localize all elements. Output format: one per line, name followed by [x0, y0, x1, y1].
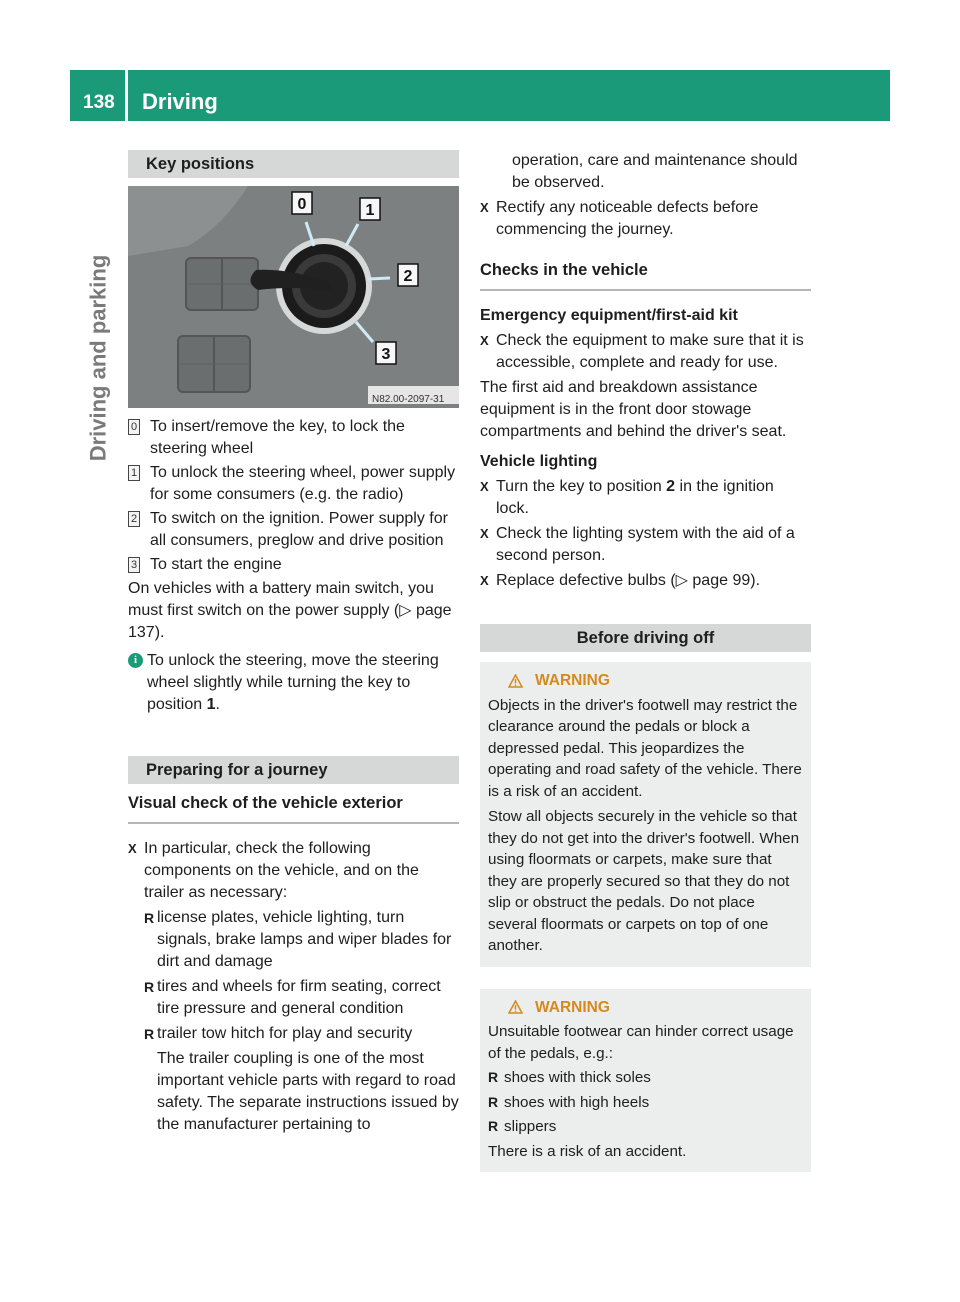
- left-column: [128, 150, 459, 1136]
- footwear-item: [488, 1067, 803, 1089]
- check-item: [128, 1023, 459, 1045]
- warning-title: [488, 997, 803, 1019]
- step-arrow-icon: X: [480, 200, 489, 215]
- info-text-bold: 1: [206, 696, 216, 713]
- position-item: [128, 554, 459, 576]
- lighting-step-text: Replace defective bulbs (▷ page 99).: [496, 572, 761, 589]
- lighting-heading: Vehicle lighting: [480, 453, 598, 470]
- position-text: To start the engine: [150, 556, 282, 573]
- position-item: [128, 462, 459, 506]
- position-text: To unlock the steering wheel, power supply for some consumers (e.g. the radio): [150, 464, 456, 503]
- bullet-icon: R: [488, 1118, 499, 1134]
- firstaid-paragraph: The first aid and breakdown assistance equipment is in the front door stowage compartments and behind the driver's seat.: [480, 379, 787, 440]
- warning-title: [488, 670, 803, 692]
- position-badge: 2: [128, 511, 140, 527]
- rectify-step: [480, 197, 811, 241]
- footwear-item-text: shoes with thick soles: [504, 1069, 651, 1086]
- visual-check-heading: Visual check of the vehicle exterior: [128, 792, 459, 824]
- position-text: To insert/remove the key, to lock the steering wheel: [150, 418, 405, 457]
- lighting-step1-a: Turn the key to position: [496, 478, 667, 495]
- warning-text: Unsuitable footwear can hinder correct usage of the pedals, e.g.:: [488, 1023, 794, 1062]
- page-number: 138: [83, 92, 115, 113]
- warning-text: There is a risk of an accident.: [488, 1142, 687, 1160]
- trailer-note: The trailer coupling is one of the most important vehicle parts with regard to road safety. The separate instructions issued by the manufacturer pertaining to: [157, 1050, 459, 1133]
- ignition-lock-image: [128, 186, 459, 408]
- warning-title-text: WARNING: [535, 998, 610, 1016]
- bullet-icon: R: [488, 1093, 499, 1110]
- step-arrow-icon: X: [480, 526, 489, 541]
- warning-title-text: WARNING: [535, 672, 610, 689]
- check-intro: In particular, check the following components on the vehicle, and on the trailer as necessary:: [144, 840, 419, 901]
- footwear-item-text: shoes with high heels: [504, 1093, 650, 1111]
- check-item: [128, 907, 459, 973]
- info-text-b: .: [215, 696, 220, 713]
- warning-triangle-icon: [508, 674, 523, 688]
- emergency-heading: Emergency equipment/first-aid kit: [480, 307, 738, 324]
- footwear-item: [488, 1092, 803, 1114]
- checks-heading: Checks in the vehicle: [480, 259, 811, 291]
- key-label-3: 3: [381, 346, 391, 363]
- position-badge: 0: [128, 419, 140, 435]
- battery-switch-paragraph: On vehicles with a battery main switch, you must first switch on the power supply (▷ page 137).: [128, 580, 452, 641]
- footwear-item: [488, 1116, 803, 1138]
- ignition-lock-illustration: [128, 186, 459, 408]
- step-arrow-icon: X: [128, 841, 137, 856]
- emergency-step-text: Check the equipment to make sure that it is accessible, complete and ready for use.: [496, 332, 804, 371]
- lighting-step-text: [496, 476, 811, 520]
- warning-text: Stow all objects securely in the vehicle so that they do not get into the driver's footwell. When using floormats or carpets, make sure that they are properly secured so that they do not slip or obstruct the pedals. Do not place several floormats or carpets on top of one another.: [488, 808, 800, 954]
- warning-box-footwear: [480, 989, 811, 1173]
- footwear-item-text: slippers: [504, 1118, 557, 1135]
- side-section-label-text: Driving and parking: [85, 254, 110, 462]
- position-badge: 3: [128, 557, 140, 573]
- right-column: [480, 150, 811, 1172]
- preparing-heading: Preparing for a journey: [128, 756, 459, 784]
- step-arrow-icon: X: [480, 573, 489, 588]
- position-item: [128, 508, 459, 552]
- check-item: [128, 976, 459, 1020]
- check-item-text: license plates, vehicle lighting, turn signals, brake lamps and wiper blades for dirt and damage: [157, 909, 452, 970]
- position-item: [128, 416, 459, 460]
- info-note: [128, 650, 459, 716]
- lighting-step1-bold: 2: [666, 478, 676, 495]
- lighting-step: [480, 570, 811, 592]
- info-icon: i: [128, 653, 143, 668]
- image-caption: N82.00-2097-31: [372, 394, 445, 405]
- step-arrow-icon: X: [480, 479, 489, 494]
- key-positions-heading: Key positions: [128, 150, 459, 178]
- key-label-1: 1: [365, 202, 375, 219]
- header-title: Driving: [142, 89, 218, 114]
- step-arrow-icon: X: [480, 333, 489, 348]
- lighting-step: [480, 523, 811, 567]
- bullet-icon: R: [488, 1069, 499, 1085]
- header-divider: [125, 70, 128, 121]
- emergency-step: [480, 330, 811, 374]
- check-step: [128, 838, 459, 904]
- lighting-step1-b: in the ignition lock.: [496, 478, 774, 517]
- side-section-label: [84, 254, 112, 462]
- position-badge: 1: [128, 465, 140, 481]
- warning-box-footwell: [480, 662, 811, 967]
- warning-text: Objects in the driver's footwell may restrict the clearance around the pedals or block a depressed pedal. This jeopardizes the operating and road safety of the vehicle. There is a risk of an accident.: [488, 696, 802, 800]
- info-text-a: To unlock the steering, move the steering wheel slightly while turning the key to position: [147, 652, 439, 713]
- warning-triangle-icon: [508, 1000, 523, 1014]
- trailer-note-continued: operation, care and maintenance should be observed.: [512, 152, 798, 191]
- check-item-text: trailer tow hitch for play and security: [157, 1025, 413, 1042]
- info-text: [145, 650, 459, 716]
- bullet-icon: R: [144, 910, 155, 926]
- check-item-text: tires and wheels for firm seating, correct tire pressure and general condition: [157, 978, 441, 1017]
- key-label-0: 0: [297, 196, 307, 213]
- position-text: To switch on the ignition. Power supply for all consumers, preglow and drive position: [150, 510, 448, 549]
- before-driving-heading: Before driving off: [480, 624, 811, 652]
- bullet-icon: R: [144, 1026, 155, 1042]
- rectify-step-text: Rectify any noticeable defects before commencing the journey.: [496, 199, 759, 238]
- key-label-2: 2: [403, 268, 413, 285]
- lighting-step: [480, 476, 811, 520]
- bullet-icon: R: [144, 979, 155, 995]
- lighting-step-text: Check the lighting system with the aid of a second person.: [496, 525, 795, 564]
